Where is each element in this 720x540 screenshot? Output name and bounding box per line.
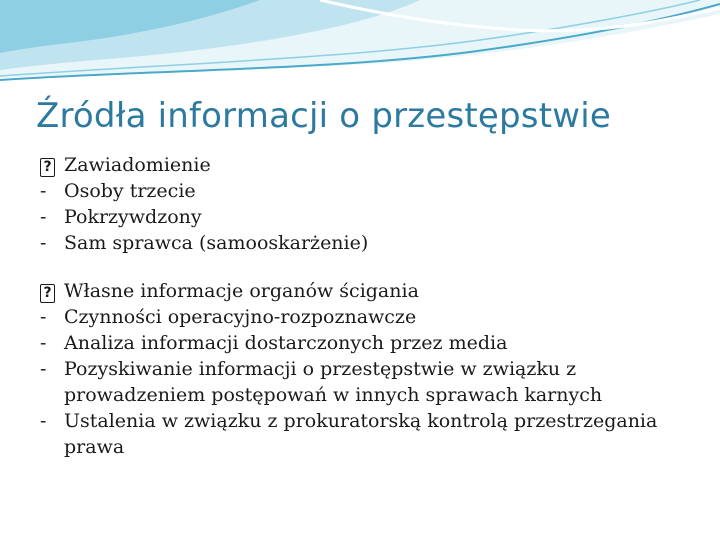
list-item xyxy=(40,330,700,356)
list-item-text: Pozyskiwanie informacji o przestępstwie w związku z prowadzeniem postępowań w innych sprawach karnych xyxy=(64,358,603,406)
list-item-text: Sam sprawca (samooskarżenie) xyxy=(64,232,369,254)
dash-bullet: - xyxy=(40,332,47,354)
list-item xyxy=(40,178,700,204)
list-item xyxy=(40,304,700,330)
dash-bullet: - xyxy=(40,180,47,202)
source-group-own-information xyxy=(40,278,700,460)
dash-bullet: - xyxy=(40,410,47,432)
list-item-text: Analiza informacji dostarczonych przez media xyxy=(64,332,508,354)
slide-title: Źródła informacji o przestępstwie xyxy=(36,96,612,136)
header-wave-decoration xyxy=(0,0,720,90)
group-header xyxy=(40,152,700,178)
list-item xyxy=(40,230,700,256)
list-item xyxy=(40,204,700,230)
list-item-text: Osoby trzecie xyxy=(64,180,196,202)
list-item-text: Czynności operacyjno-rozpoznawcze xyxy=(64,306,417,328)
group-header-text: Własne informacje organów ścigania xyxy=(64,280,419,302)
dash-bullet: - xyxy=(40,206,47,228)
list-item-text: Pokrzywdzony xyxy=(64,206,202,228)
group-header xyxy=(40,278,700,304)
source-group-notification xyxy=(40,152,700,256)
box-question-icon: ? xyxy=(40,278,62,304)
box-question-icon: ? xyxy=(40,152,62,178)
dash-bullet: - xyxy=(40,232,47,254)
dash-bullet: - xyxy=(40,306,47,328)
dash-bullet: - xyxy=(40,358,47,380)
list-item xyxy=(40,408,700,460)
group-header-text: Zawiadomienie xyxy=(64,154,211,176)
slide-body xyxy=(40,152,700,482)
list-item xyxy=(40,356,700,408)
list-item-text: Ustalenia w związku z prokuratorską kontrolą przestrzegania prawa xyxy=(64,410,658,458)
